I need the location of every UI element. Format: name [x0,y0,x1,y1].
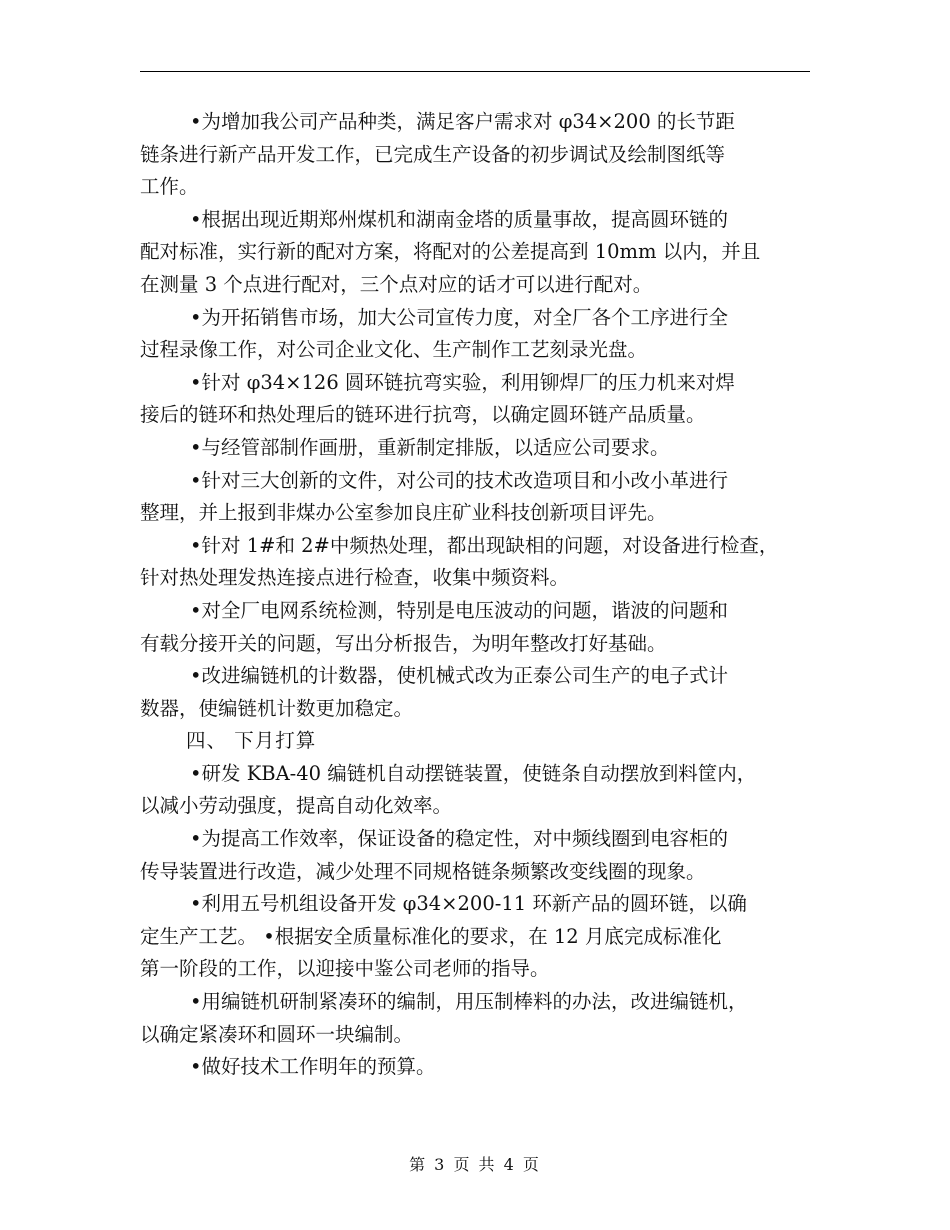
paragraph-line: •为开拓销售市场，加大公司宣传力度，对全厂各个工序进行全 [190,305,729,329]
paragraph-line: •针对 1#和 2#中频热处理，都出现缺相的问题，对设备进行检查， [190,533,779,557]
paragraph-line: •与经管部制作画册，重新制定排版，以适应公司要求。 [190,435,670,459]
paragraph-line: 链条进行新产品开发工作，已完成生产设备的初步调试及绘制图纸等 [140,142,726,166]
paragraph [140,660,820,725]
paragraph-line: •根据出现近期郑州煤机和湖南金塔的质量事故，提高圆环链的 [190,207,729,231]
progress-paragraphs [140,106,820,725]
paragraph-line: 针对热处理发热连接点进行检查，收集中频资料。 [140,566,570,590]
paragraph-line: •用编链机研制紧凑环的编制，用压制棒料的办法，改进编链机， [190,990,748,1014]
paragraph-line: •做好技术工作明年的预算。 [190,1055,436,1079]
paragraph [140,1051,820,1084]
paragraph-line: 以减小劳动强度，提高自动化效率。 [140,794,453,818]
paragraph-line: 有载分接开关的问题，写出分析报告，为明年整改打好基础。 [140,631,667,655]
paragraph-line: •利用五号机组设备开发 φ34×200-11 环新产品的圆环链，以确 [190,892,747,916]
paragraph-line: 接后的链环和热处理后的链环进行抗弯，以确定圆环链产品质量。 [140,403,706,427]
paragraph-line: •针对 φ34×126 圆环链抗弯实验，利用铆焊厂的压力机来对焊 [190,370,735,394]
paragraph [140,302,820,367]
paragraph-line: 配对标准，实行新的配对方案，将配对的公差提高到 10mm 以内，并且 [140,240,761,264]
paragraph [140,595,820,660]
paragraph [140,432,820,465]
paragraph-line: 工作。 [140,175,199,199]
section-heading: 四、 下月打算 [186,729,317,753]
paragraph-line: 定生产工艺。 •根据安全质量标准化的要求，在 12 月底完成标准化 [140,924,722,948]
header-rule [140,71,810,72]
paragraph-line: •为增加我公司产品种类，满足客户需求对 φ34×200 的长节距 [190,110,735,133]
paragraph-line: 过程录像工作，对公司企业文化、生产制作工艺刻录光盘。 [140,338,648,362]
page-footer: 第 3 页 共 4 页 [409,1155,541,1174]
paragraph-line: •研发 KBA-40 编链机自动摆链装置，使链条自动摆放到料筐内， [190,761,757,785]
paragraph [140,758,820,823]
paragraph-line: •针对三大创新的文件，对公司的技术改造项目和小改小革进行 [190,468,729,492]
paragraph-line: 以确定紧凑环和圆环一块编制。 [140,1022,414,1046]
document-body [140,106,820,1084]
paragraph [140,986,820,1051]
paragraph [140,465,820,530]
paragraph [140,106,820,204]
paragraph-line: 传导装置进行改造，减少处理不同规格链条频繁改变线圈的现象。 [140,859,706,883]
paragraph-line: 在测量 3 个点进行配对，三个点对应的话才可以进行配对。 [140,272,653,296]
paragraph [140,888,820,986]
paragraph [140,823,820,888]
paragraph-line: 数器，使编链机计数更加稳定。 [140,696,414,720]
paragraph-line: 整理，并上报到非煤办公室参加良庄矿业科技创新项目评先。 [140,501,667,525]
paragraph [140,530,820,595]
paragraph-line: 第一阶段的工作，以迎接中鉴公司老师的指导。 [140,957,550,981]
paragraph [140,367,820,432]
paragraph-line: •对全厂电网系统检测，特别是电压波动的问题，谐波的问题和 [190,598,729,622]
plan-paragraphs [140,758,820,1084]
paragraph-line: •为提高工作效率，保证设备的稳定性，对中频线圈到电容柜的 [190,827,729,851]
paragraph [140,204,820,302]
paragraph-line: •改进编链机的计数器，使机械式改为正泰公司生产的电子式计 [190,664,729,688]
